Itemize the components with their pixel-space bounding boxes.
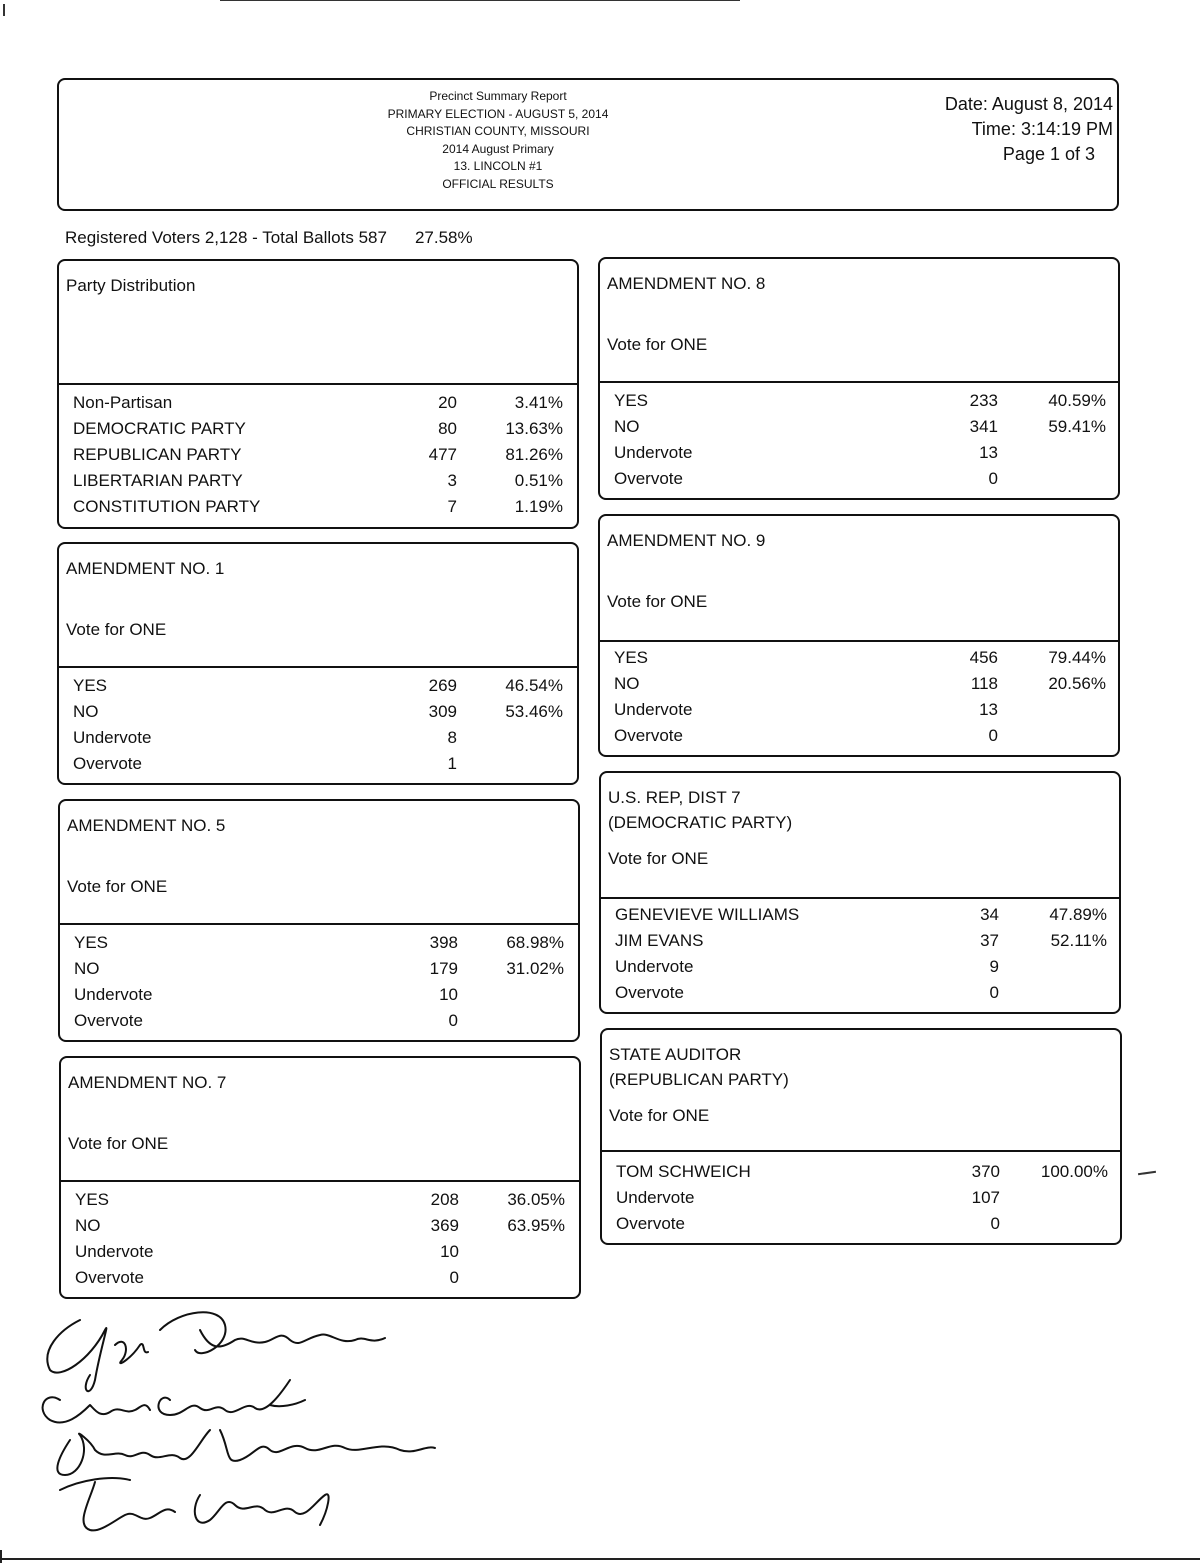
- table-row: [60, 985, 578, 1011]
- us-rep-dist-7-box: [599, 771, 1121, 1014]
- report-time: Time: 3:14:19 PM: [971, 119, 1113, 139]
- report-title: Precinct Summary Report: [429, 89, 567, 103]
- row-count: 369: [430, 1216, 459, 1235]
- election-label: 2014 August Primary: [442, 141, 554, 156]
- scan-edge-line-bottom: [0, 1558, 1200, 1560]
- row-label: NO: [73, 702, 99, 721]
- row-label: Undervote: [75, 1242, 154, 1261]
- amendment-9-box: [598, 514, 1120, 757]
- table-row: [602, 1162, 1120, 1188]
- row-percent: 3.41%: [514, 393, 563, 412]
- signature-3: [57, 1430, 435, 1475]
- row-label: Overvote: [74, 1011, 143, 1030]
- election-name: PRIMARY ELECTION - AUGUST 5, 2014: [387, 106, 609, 121]
- signature-4: [60, 1478, 329, 1530]
- row-count: 477: [428, 445, 457, 464]
- box-title: AMENDMENT NO. 7: [68, 1073, 227, 1092]
- row-percent: 20.56%: [1048, 674, 1106, 693]
- row-percent: 46.54%: [505, 676, 563, 695]
- row-count: 233: [969, 391, 998, 410]
- result-rows: [60, 933, 578, 1037]
- row-count: 10: [439, 985, 458, 1004]
- table-row: [600, 648, 1118, 674]
- table-row: [600, 391, 1118, 417]
- result-rows: [600, 391, 1118, 495]
- row-label: NO: [614, 674, 640, 693]
- amendment-8-box: [598, 257, 1120, 500]
- row-count: 80: [438, 419, 457, 438]
- row-count: 0: [988, 726, 998, 745]
- row-count: 179: [429, 959, 458, 978]
- row-percent: 100.00%: [1040, 1162, 1108, 1181]
- divider: [60, 923, 578, 925]
- signature-2: [43, 1380, 305, 1422]
- row-label: Undervote: [614, 443, 693, 462]
- vote-instruction: Vote for ONE: [607, 592, 708, 611]
- row-percent: 52.11%: [1050, 931, 1107, 950]
- table-row: [600, 700, 1118, 726]
- row-label: Undervote: [614, 700, 693, 719]
- row-count: 10: [440, 1242, 459, 1261]
- contest-party: (REPUBLICAN PARTY): [609, 1070, 789, 1089]
- row-count: 9: [989, 957, 999, 976]
- row-label: Undervote: [616, 1188, 695, 1207]
- registered-voters-text: Registered Voters 2,128 - Total Ballots 587: [65, 228, 387, 247]
- contest-party: (DEMOCRATIC PARTY): [608, 813, 793, 832]
- table-row: [601, 905, 1119, 931]
- row-percent: 1.19%: [514, 497, 563, 516]
- table-row: [61, 1190, 579, 1216]
- table-row: [600, 674, 1118, 700]
- row-count: 37: [980, 931, 999, 950]
- vote-instruction: Vote for ONE: [67, 877, 168, 896]
- row-label: YES: [73, 676, 108, 695]
- table-row: [60, 1011, 578, 1037]
- row-label: YES: [74, 933, 109, 952]
- row-count: 398: [429, 933, 458, 952]
- amendment-7-box: [59, 1056, 581, 1299]
- row-percent: 36.05%: [507, 1190, 565, 1209]
- scan-edge-mark-bottom: [0, 1550, 2, 1563]
- row-percent: 0.51%: [514, 471, 563, 490]
- row-label: YES: [614, 648, 649, 667]
- state-auditor-box: [600, 1028, 1122, 1245]
- row-label: GENEVIEVE WILLIAMS: [615, 905, 800, 924]
- row-label: Undervote: [73, 728, 152, 747]
- result-rows: [600, 648, 1118, 752]
- row-percent: 63.95%: [507, 1216, 565, 1235]
- contest-name: STATE AUDITOR: [609, 1045, 742, 1064]
- vote-instruction: Vote for ONE: [609, 1106, 710, 1125]
- box-title: AMENDMENT NO. 5: [67, 816, 226, 835]
- table-row: [600, 417, 1118, 443]
- row-count: 370: [971, 1162, 1000, 1181]
- precinct-name: 13. LINCOLN #1: [453, 159, 543, 173]
- row-count: 7: [447, 497, 457, 516]
- box-title: [609, 1042, 789, 1092]
- result-rows: [601, 905, 1119, 1009]
- party-distribution-box: [57, 259, 579, 529]
- table-row: [59, 676, 577, 702]
- row-label: YES: [614, 391, 649, 410]
- table-row: [600, 469, 1118, 495]
- row-percent: 79.44%: [1048, 648, 1106, 667]
- row-percent: 68.98%: [506, 933, 564, 952]
- report-title-block: [330, 88, 666, 193]
- row-label: JIM EVANS: [615, 931, 704, 950]
- report-meta: [900, 92, 1113, 167]
- row-count: 309: [428, 702, 457, 721]
- row-label: NO: [614, 417, 640, 436]
- row-label: Overvote: [616, 1214, 685, 1233]
- box-title: AMENDMENT NO. 9: [607, 531, 766, 550]
- row-percent: 13.63%: [505, 419, 563, 438]
- table-row: [59, 419, 577, 445]
- row-label: Overvote: [614, 726, 683, 745]
- table-row: [59, 497, 577, 523]
- row-label: CONSTITUTION PARTY: [73, 497, 261, 516]
- row-percent: 47.89%: [1049, 905, 1107, 924]
- page-number: Page 1 of 3: [1002, 144, 1095, 164]
- table-row: [600, 443, 1118, 469]
- row-count: 1: [447, 754, 457, 773]
- row-count: 13: [979, 443, 998, 462]
- table-row: [59, 702, 577, 728]
- row-count: 0: [449, 1268, 459, 1287]
- table-row: [60, 959, 578, 985]
- box-title: AMENDMENT NO. 1: [66, 559, 225, 578]
- table-row: [59, 754, 577, 780]
- vote-instruction: Vote for ONE: [68, 1134, 169, 1153]
- amendment-5-box: [58, 799, 580, 1042]
- row-label: DEMOCRATIC PARTY: [73, 419, 246, 438]
- divider: [601, 897, 1119, 899]
- result-rows: [59, 676, 577, 780]
- table-row: [61, 1216, 579, 1242]
- divider: [602, 1150, 1120, 1152]
- row-label: NO: [75, 1216, 101, 1235]
- row-count: 0: [448, 1011, 458, 1030]
- row-label: Overvote: [73, 754, 142, 773]
- row-percent: 53.46%: [505, 702, 563, 721]
- row-label: NO: [74, 959, 100, 978]
- amendment-1-box: [57, 542, 579, 785]
- table-row: [600, 726, 1118, 752]
- pen-mark: [1138, 1171, 1156, 1175]
- row-count: 0: [988, 469, 998, 488]
- box-title: Party Distribution: [66, 276, 196, 295]
- divider: [600, 640, 1118, 642]
- result-rows: [602, 1162, 1120, 1240]
- table-row: [59, 728, 577, 754]
- row-count: 107: [971, 1188, 1000, 1207]
- table-row: [59, 445, 577, 471]
- results-status: OFFICIAL RESULTS: [442, 176, 554, 191]
- signature-1: [47, 1312, 385, 1391]
- result-rows: [61, 1190, 579, 1294]
- row-percent: 31.02%: [506, 959, 564, 978]
- table-row: [59, 471, 577, 497]
- row-count: 0: [990, 1214, 1000, 1233]
- row-count: 269: [428, 676, 457, 695]
- registered-voters-line: [65, 228, 473, 248]
- row-count: 13: [979, 700, 998, 719]
- divider: [59, 383, 577, 385]
- table-row: [59, 393, 577, 419]
- box-title: AMENDMENT NO. 8: [607, 274, 766, 293]
- table-row: [601, 957, 1119, 983]
- table-row: [601, 983, 1119, 1009]
- divider: [600, 381, 1118, 383]
- row-count: 208: [430, 1190, 459, 1209]
- row-percent: 40.59%: [1048, 391, 1106, 410]
- scan-edge-mark: [3, 4, 5, 16]
- contest-name: U.S. REP, DIST 7: [608, 788, 741, 807]
- handwritten-signatures: [20, 1290, 450, 1550]
- scan-edge-line: [220, 0, 740, 1]
- vote-instruction: Vote for ONE: [607, 335, 708, 354]
- report-date: Date: August 8, 2014: [944, 94, 1113, 114]
- row-count: 3: [447, 471, 457, 490]
- divider: [61, 1180, 579, 1182]
- row-count: 0: [989, 983, 999, 1002]
- county-name: CHRISTIAN COUNTY, MISSOURI: [406, 124, 590, 138]
- row-percent: 59.41%: [1048, 417, 1106, 436]
- row-count: 118: [970, 674, 998, 693]
- divider: [59, 666, 577, 668]
- row-label: Overvote: [614, 469, 683, 488]
- party-rows: [59, 393, 577, 523]
- table-row: [602, 1214, 1120, 1240]
- vote-instruction: Vote for ONE: [608, 849, 709, 868]
- turnout-percent: 27.58%: [414, 228, 473, 247]
- row-count: 341: [969, 417, 998, 436]
- row-label: REPUBLICAN PARTY: [73, 445, 242, 464]
- vote-instruction: Vote for ONE: [66, 620, 167, 639]
- row-label: Non-Partisan: [73, 393, 173, 412]
- row-label: YES: [75, 1190, 110, 1209]
- row-count: 20: [438, 393, 457, 412]
- row-count: 8: [447, 728, 457, 747]
- row-label: Undervote: [615, 957, 694, 976]
- table-row: [602, 1188, 1120, 1214]
- table-row: [61, 1242, 579, 1268]
- row-count: 456: [969, 648, 998, 667]
- box-title: [608, 785, 792, 835]
- table-row: [601, 931, 1119, 957]
- row-label: Overvote: [615, 983, 684, 1002]
- row-count: 34: [980, 905, 999, 924]
- row-label: Overvote: [75, 1268, 144, 1287]
- table-row: [60, 933, 578, 959]
- row-label: Undervote: [74, 985, 153, 1004]
- row-label: TOM SCHWEICH: [616, 1162, 751, 1181]
- row-label: LIBERTARIAN PARTY: [73, 471, 243, 490]
- row-percent: 81.26%: [505, 445, 563, 464]
